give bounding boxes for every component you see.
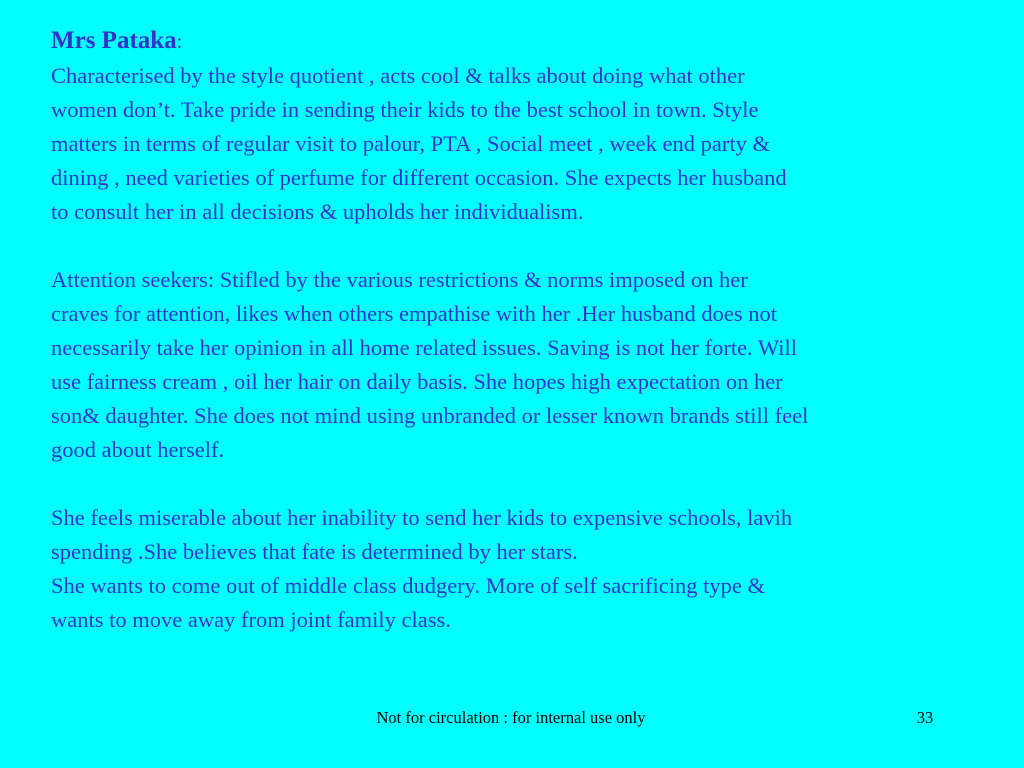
paragraph-miserable: She feels miserable about her inability to send her kids to expensive schools, lavih spending .She believes that fate is determined by her stars.: [51, 505, 793, 564]
slide-content: [51, 24, 1016, 637]
slide-heading: [51, 24, 1016, 59]
paragraph-spacer: [51, 229, 1016, 263]
heading-title: Mrs Pataka: [51, 27, 177, 54]
footer-note: Not for circulation : for internal use only: [376, 708, 646, 727]
paragraph-style-quotient: Characterised by the style quotient , acts cool & talks about doing what other women don’t. Take pride in sending their kids to the best school in town. Style matters in terms of regular visit to palour, PTA , Social meet , week end party & dining , need varieties of perfume for different occasion. She expects her husband to consult her in all decisions & upholds her individualism.: [51, 63, 787, 224]
paragraph-middle-class: She wants to come out of middle class dudgery. More of self sacrificing type & wants to move away from joint family class.: [51, 573, 765, 632]
paragraph-spacer: [51, 467, 1016, 501]
page-number: 33: [916, 708, 934, 727]
heading-colon: :: [176, 31, 183, 53]
paragraph-attention-seekers: Attention seekers: Stifled by the various restrictions & norms imposed on her craves for attention, likes when others empathise with her .Her husband does not necessarily take her opinion in all home related issues. Saving is not her forte. Will use fairness cream , oil her hair on daily basis. She hopes high expectation on her son& daughter. She does not mind using unbranded or lesser known brands still feel good about herself.: [51, 267, 809, 462]
